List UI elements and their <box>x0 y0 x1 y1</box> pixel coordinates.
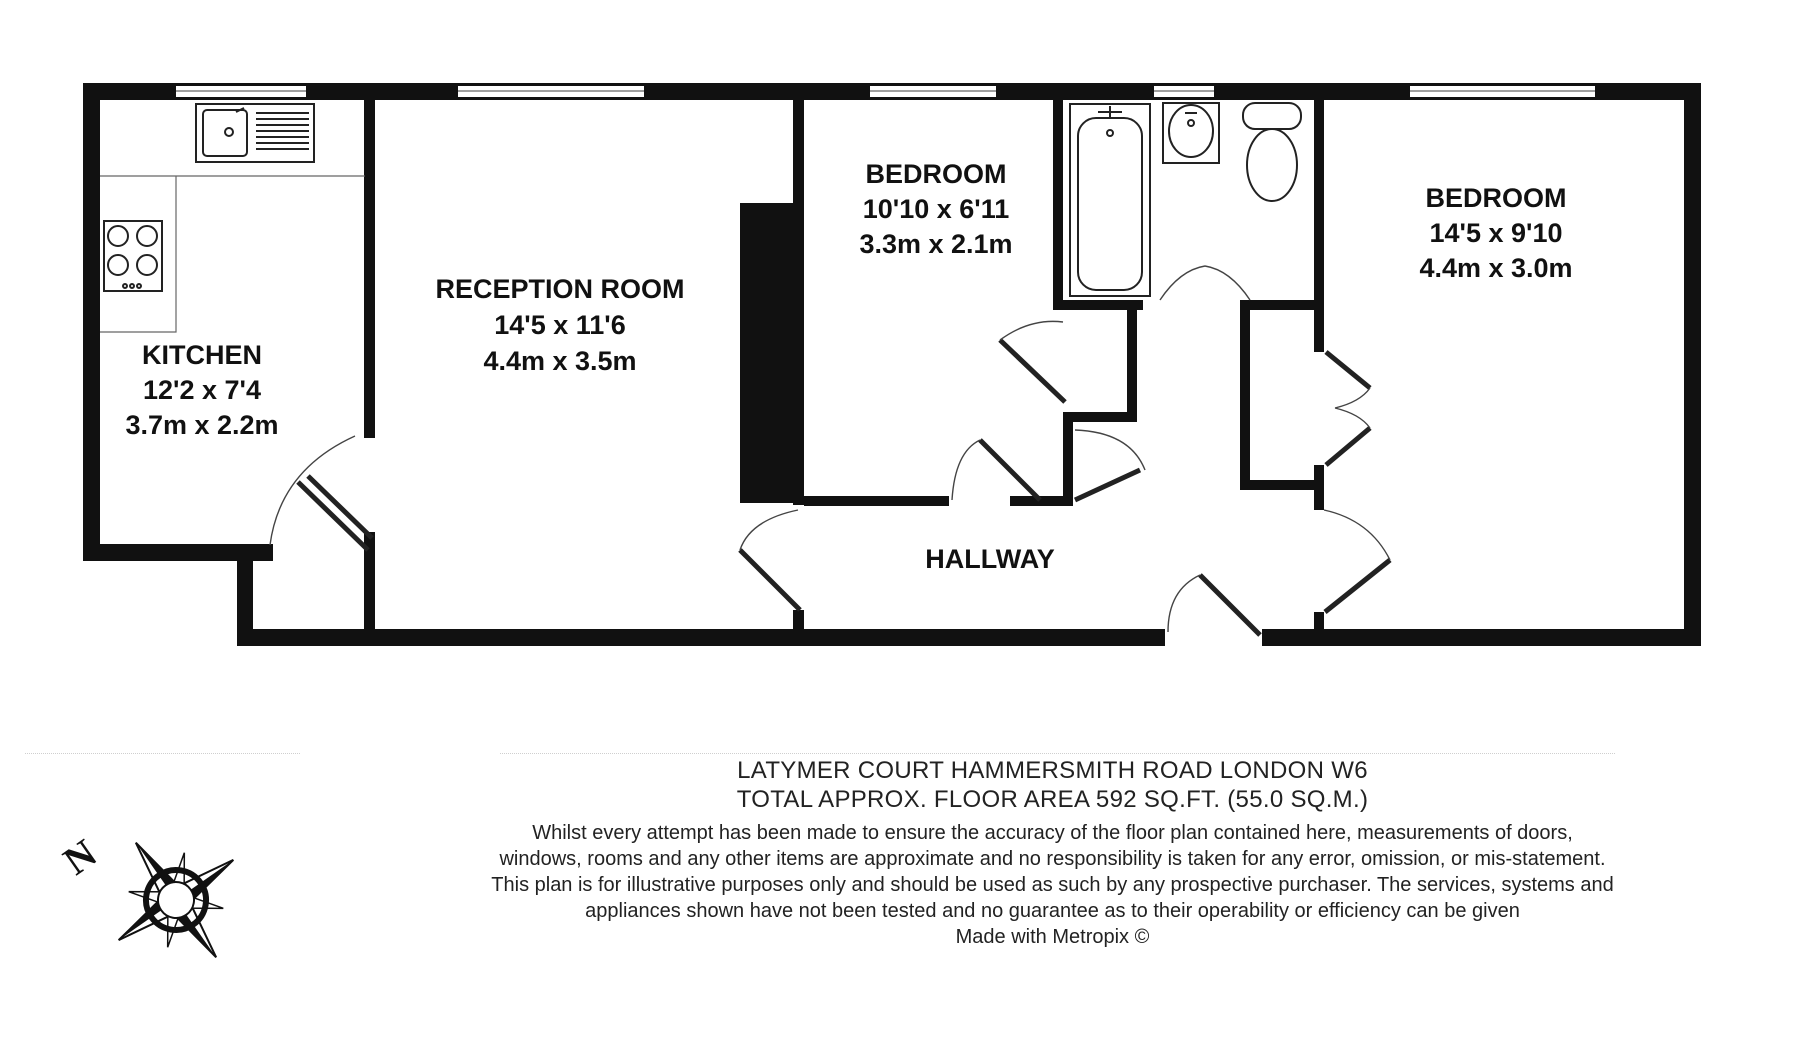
separator-right <box>500 753 1615 754</box>
property-address: LATYMER COURT HAMMERSMITH ROAD LONDON W6 <box>737 757 1368 784</box>
bedroom1-imperial: 10'10 x 6'11 <box>862 194 1010 224</box>
hob-icon <box>104 221 162 291</box>
compass-north-label: N <box>55 830 105 884</box>
plan-info <box>490 756 1615 950</box>
compass-icon <box>79 803 274 998</box>
bath-icon <box>1070 104 1150 296</box>
toilet-icon <box>1243 103 1301 201</box>
bedroom2-name: BEDROOM <box>1425 183 1567 213</box>
reception-name: RECEPTION ROOM <box>435 274 685 304</box>
basin-icon <box>1163 103 1219 163</box>
kitchen-metric: 3.7m x 2.2m <box>125 410 279 440</box>
kitchen-fixtures <box>100 104 372 550</box>
made-with-credit: Made with Metropix © <box>955 926 1150 948</box>
disclaimer-text: Whilst every attempt has been made to ensure the accuracy of the floor plan contained here, measurements of doors, windows, rooms and any other items are approximate and no responsibility is taken for any error, omission, or mis-statement. This plan is for illustrative purposes only and should be used as such by any prospective purchaser. The services, systems and appliances shown have not been tested and no guarantee as to their operability or efficiency can be given <box>491 822 1614 922</box>
floor-area: TOTAL APPROX. FLOOR AREA 592 SQ.FT. (55.0 SQ.M.) <box>736 786 1369 813</box>
drainer <box>256 113 309 149</box>
bedroom2-metric: 4.4m x 3.0m <box>1419 253 1573 283</box>
bedroom2-imperial: 14'5 x 9'10 <box>1429 218 1563 248</box>
reception-imperial: 14'5 x 11'6 <box>494 310 626 340</box>
separator-left <box>25 753 300 754</box>
reception-metric: 4.4m x 3.5m <box>483 346 637 376</box>
bathroom-fixtures <box>1070 103 1301 300</box>
bedroom1-name: BEDROOM <box>865 159 1007 189</box>
bedroom1-metric: 3.3m x 2.1m <box>859 229 1013 259</box>
hallway-name: HALLWAY <box>925 544 1055 574</box>
kitchen-name: KITCHEN <box>142 340 262 370</box>
kitchen-imperial: 12'2 x 7'4 <box>143 375 261 405</box>
